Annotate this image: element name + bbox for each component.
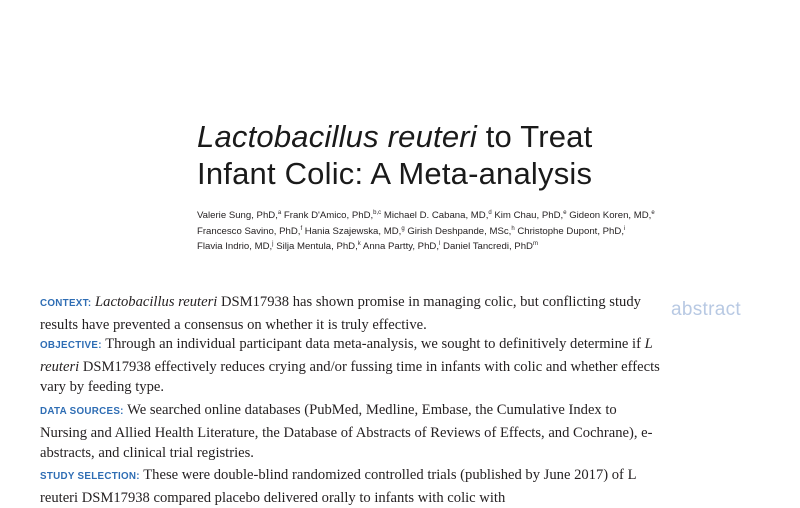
author-affiliation: f [300,225,303,232]
section-italic: L reuteri [40,336,653,375]
author-affiliation: e [563,210,567,216]
author-affiliation: l [439,241,441,247]
author-affiliation: k [357,241,361,247]
author-name: Anna Partty, PhD, [362,241,439,252]
section-objective [40,334,660,398]
title-italic: Lactobacillus reuteri [197,119,477,154]
author-name: Daniel Tancredi, PhD [443,241,533,252]
author-affiliation: m [532,241,538,247]
author-affiliation: d [488,210,492,216]
author-name: Christophe Dupont, PhD, [517,225,624,237]
section-text: DSM17938 effectively reduces crying and/or fussing time in infants with colic and whether effects vary by feeding type. [40,358,660,395]
author-name: Silja Mentula, PhD, [276,241,358,252]
author-affiliation: g [401,225,405,232]
author-affiliation: b,c [373,210,382,216]
section-label: DATA SOURCES: [40,406,124,417]
section-data-sources [40,400,660,464]
author-affiliation: e [651,210,655,216]
author-affiliation: h [511,225,515,232]
section-text: We searched online databases (PubMed, Medline, Embase, the Cumulative Index to Nursing and Allied Health Literature, the Database of Abstracts of Reviews of Effects, and Cochrane), e-abstracts, and clinical trial registries. [40,402,653,461]
section-label: CONTEXT: [40,298,92,309]
section-italic: Lactobacillus reuteri [95,294,218,310]
section-label: OBJECTIVE: [40,340,102,351]
section-context [40,292,660,335]
section-label: STUDY SELECTION: [40,471,140,482]
author-name: Valerie Sung, PhD, [197,210,278,221]
article-title [197,118,757,192]
author-list [197,208,717,255]
author-name: Kim Chau, PhD, [494,210,564,221]
title-rest: to Treat [476,119,593,154]
author-name: Girish Deshpande, MSc, [407,225,512,237]
author-affiliation: i [623,225,626,232]
author-name: Hania Szajewska, MD, [304,225,402,237]
title-line2: Infant Colic: A Meta-analysis [197,156,593,191]
abstract-label: abstract [671,299,741,320]
author-affiliation: a [277,210,282,216]
author-affiliation: j [272,241,274,247]
section-text: Through an individual participant data meta-analysis, we sought to definitively determine if [105,336,645,352]
section-text: These were double-blind randomized controlled trials (published by June 2017) of L reuteri DSM17938 compared placebo delivered orally to infants with colic with [40,467,636,506]
author-name: Gideon Koren, MD, [569,210,652,221]
author-name: Michael D. Cabana, MD, [383,210,489,221]
author-name: Flavia Indrio, MD, [197,241,273,252]
section-study-selection [40,465,660,508]
section-text: DSM17938 has shown promise in managing colic, but conflicting study results have prevented a consensus on whether it is truly effective. [40,294,641,333]
author-name: Frank D'Amico, PhD, [283,210,374,221]
author-name: Francesco Savino, PhD, [197,225,301,237]
